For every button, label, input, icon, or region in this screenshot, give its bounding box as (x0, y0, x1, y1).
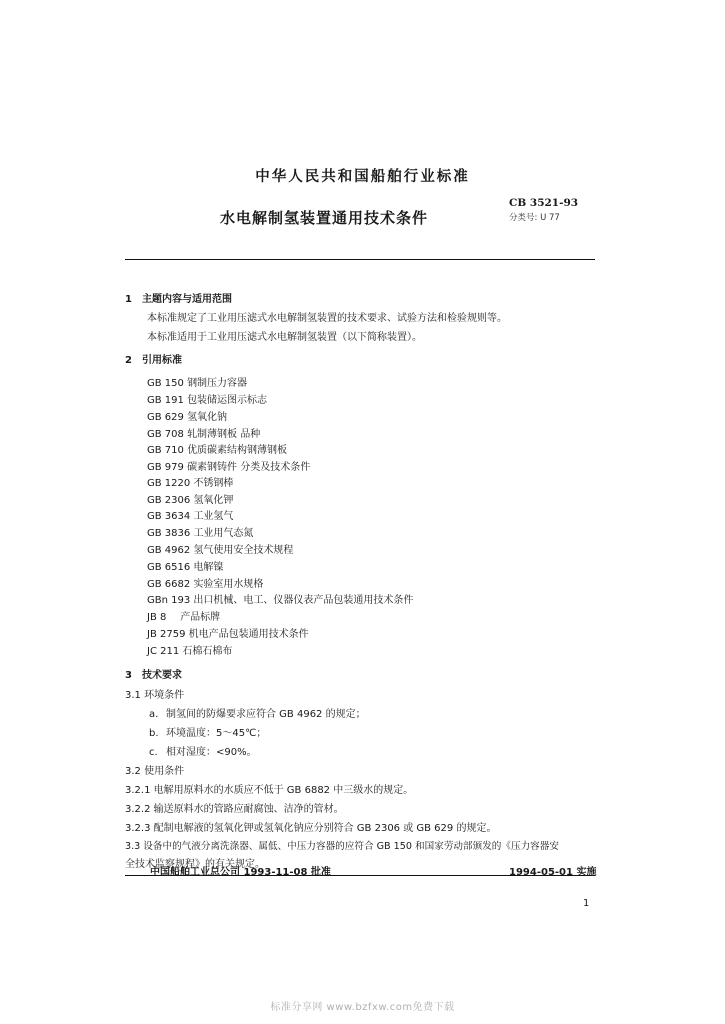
clause-3-2-3: 3.2.3 配制电解液的氢氧化钾或氢氧化钠应分别符合 GB 2306 或 GB 629 的规定。 (125, 823, 497, 834)
clause-3-2-2: 3.2.2 输送原料水的管路应耐腐蚀、洁净的管材。 (125, 804, 344, 815)
reference-name: 工业用气态氮 (193, 528, 254, 539)
reference-name: 钢制压力容器 (187, 378, 248, 389)
page-number: 1 (583, 898, 590, 909)
reference-name: 工业氢气 (193, 511, 234, 522)
reference-name: 碳素钢铸件 分类及技术条件 (187, 462, 311, 473)
reference-item (147, 425, 260, 440)
reference-name: 出口机械、电工、仪器仪表产品包装通用技术条件 (193, 595, 414, 606)
section-2-heading (125, 351, 182, 366)
reference-item (147, 491, 233, 506)
reference-code: GB 6682 (147, 579, 191, 590)
section-title: 主题内容与适用范围 (142, 294, 232, 305)
reference-name: 氢氧化钠 (187, 412, 228, 423)
reference-item (147, 408, 227, 423)
reference-item (147, 474, 233, 489)
header-divider (125, 259, 595, 260)
paragraph: 本标准适用于工业用压滤式水电解制氢装置（以下简称装置）。 (147, 332, 422, 343)
reference-code: JB 2759 (147, 629, 186, 640)
list-item-text: 制氢间的防爆要求应符合 GB 4962 的规定； (166, 709, 366, 720)
reference-item (147, 558, 223, 573)
reference-item (147, 524, 253, 539)
clause-3-3: 3.3 设备中的气液分离洗涤器、属低、中压力容器的应符合 GB 150 和国家劳动部颁发的《压力容器安 (125, 841, 559, 852)
subsection-3-1-heading (125, 686, 184, 701)
reference-code: GB 6516 (147, 562, 191, 573)
approval-line: 中国船舶工业总公司 1993-11-08 批准 (150, 867, 331, 878)
reference-item (147, 441, 287, 456)
paragraph: 本标准规定了工业用压滤式水电解制氢装置的技术要求、试验方法和检验规则等。 (147, 313, 507, 324)
reference-name: 氢气使用安全技术规程 (193, 545, 294, 556)
reference-code: GB 2306 (147, 495, 191, 506)
clause-3-3-continued: 全技术监察规程》的有关规定。 (125, 855, 265, 870)
reference-item (147, 625, 309, 640)
list-item (149, 724, 266, 739)
watermark-text: 标准分享网 www.bzfxw.com免费下载 (270, 1002, 455, 1013)
reference-code: GB 710 (147, 445, 184, 456)
reference-code: JB 8 (147, 612, 167, 623)
reference-code: GB 708 (147, 429, 184, 440)
list-item-label: b. (149, 728, 159, 739)
section-title: 引用标准 (142, 355, 182, 366)
list-item-text: 相对湿度：<90%。 (166, 747, 257, 758)
subsection-number: 3.1 (125, 690, 141, 701)
list-item-label: a. (149, 709, 159, 720)
issuing-organization: 中华人民共和国船舶行业标准 (255, 169, 470, 185)
section-number: 1 (125, 294, 132, 305)
reference-code: GBn 193 (147, 595, 191, 606)
reference-item (147, 575, 263, 590)
reference-code: GB 150 (147, 378, 184, 389)
effective-date-line: 1994-05-01 实施 (509, 867, 597, 878)
reference-code: GB 4962 (147, 545, 191, 556)
reference-name: 电解镍 (193, 562, 224, 573)
reference-name: 包装储运图示标志 (187, 395, 268, 406)
reference-item (147, 374, 247, 389)
subsection-title: 使用条件 (144, 766, 185, 777)
list-item-text: 环境温度：5～45℃； (166, 728, 267, 739)
clause-3-2-1: 3.2.1 电解用原料水的水质应不低于 GB 6882 中三级水的规定。 (125, 785, 414, 796)
section-number: 3 (125, 670, 132, 681)
reference-item (147, 458, 310, 473)
reference-name: 石棉石棉布 (182, 646, 233, 657)
reference-code: GB 191 (147, 395, 184, 406)
reference-name: 轧制薄钢板 品种 (187, 429, 261, 440)
document-title: 水电解制氢装置通用技术条件 (220, 209, 429, 227)
list-item-label: c. (149, 747, 158, 758)
reference-name: 氢氧化钾 (193, 495, 234, 506)
reference-item (147, 391, 267, 406)
list-item (149, 705, 366, 720)
reference-name: 不锈钢棒 (193, 478, 234, 489)
reference-name: 优质碳素结构钢薄钢板 (187, 445, 288, 456)
reference-item (147, 591, 413, 606)
section-title: 技术要求 (142, 670, 182, 681)
reference-item (147, 642, 232, 657)
subsection-number: 3.2 (125, 766, 141, 777)
standard-code: CB 3521-93 (509, 197, 579, 209)
reference-name: 实验室用水规格 (193, 579, 264, 590)
reference-code: GB 1220 (147, 478, 191, 489)
section-number: 2 (125, 355, 132, 366)
subsection-title: 环境条件 (144, 690, 185, 701)
reference-item (147, 507, 233, 522)
subsection-3-2-heading (125, 762, 184, 777)
reference-item (147, 541, 293, 556)
reference-code: GB 3836 (147, 528, 191, 539)
list-item (149, 743, 257, 758)
section-1-heading (125, 290, 232, 305)
classification-number: 分类号: U 77 (509, 213, 560, 223)
reference-code: GB 629 (147, 412, 184, 423)
reference-item (147, 608, 220, 623)
reference-name: 产品标牌 (180, 612, 221, 623)
reference-name: 机电产品包装通用技术条件 (188, 629, 309, 640)
section-3-heading (125, 666, 182, 681)
reference-code: GB 3634 (147, 511, 191, 522)
reference-code: GB 979 (147, 462, 184, 473)
reference-code: JC 211 (147, 646, 180, 657)
